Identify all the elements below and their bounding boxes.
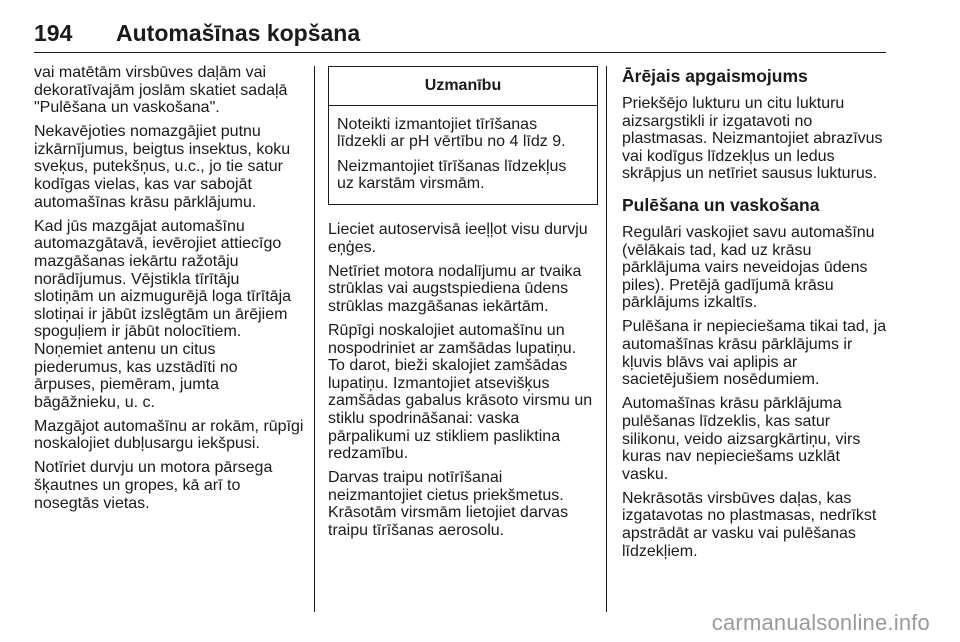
paragraph: Nekavējoties nomazgājiet putnu izkārnījumus, beigtus insektus, koku sveķus, putekšņus, u.c., jo tie satur kodīgas vielas, kas var sabojāt automašīnas krāsu pārklājumu. — [34, 123, 291, 211]
column-middle — [328, 64, 598, 546]
paragraph: Priekšējo lukturu un citu lukturu aizsargstikli ir izgatavoti no plastmasas. Neizmantojiet abrazīvus vai kodīgus līdzekļus un ledus skrāpjus un netīriet sausus lukturus. — [622, 95, 883, 183]
section-heading-polishing: Pulēšana un vaskošana — [622, 194, 820, 215]
paragraph: Regulāri vaskojiet savu automašīnu (vēlākais tad, kad uz krāsu pārklājuma vairs neveidojas ūdens piles). Pretējā gadījumā krāsu pārklājums izkaltīs. — [622, 223, 875, 312]
paragraph: Kad jūs mazgājat automašīnu automazgātavā, ievērojiet attiecīgo mazgāšanas iekārtu ražotāju norādījumus. Vējstikla tīrītāju slotiņām un aizmugurējā loga tīrītāja slotiņai ir jābūt izslēgtām un ārējiem spoguļiem ir jābūt nolocītiem. Noņemiet antenu un citus piederumus, kas uzstādīti no ārpuses, piemēram, jumta bāgāžnieku, u. c. — [34, 217, 292, 411]
caution-box — [328, 66, 598, 205]
paragraph: Netīriet motora nodalījumu ar tvaika strūklas vai augstspiediena ūdens strūklas mazgāšanas iekārtām. — [328, 262, 582, 315]
paragraph: Darvas traipu notīrīšanai neizmantojiet cietus priekšmetus. Krāsotām virsmām lietojiet darvas traipu tīrīšanas aerosolu. — [328, 469, 569, 539]
paragraph: Pulēšana ir nepieciešama tikai tad, ja automašīnas krāsu pārklājums ir kļuvis blāvs vai aplipis ar sacietējušiem nosēdumiem. — [622, 318, 887, 389]
column-divider — [606, 66, 607, 612]
caution-paragraph: Noteikti izmantojiet tīrīšanas līdzekli ar pH vērtību no 4 līdz 9. — [337, 115, 566, 151]
page-header — [34, 18, 886, 53]
watermark: carmanualsonline.info — [711, 610, 930, 635]
chapter-title: Automašīnas kopšana — [116, 20, 361, 46]
caution-title: Uzmanību — [329, 67, 597, 106]
paragraph: Rūpīgi noskalojiet automašīnu un nospodriniet ar zamšādas lupatiņu. To darot, bieži skalojiet zamšādas lupatiņu. Izmantojiet atsevišķus zamšādas gabalus krāsoto virsmu un stiklu spodrināšanai: vaska pārpalikumi uz stikliem pasliktina redzamību. — [328, 321, 593, 463]
column-left — [34, 64, 304, 519]
column-divider — [314, 66, 315, 612]
paragraph: vai matētām virsbūves daļām vai dekoratīvajām joslām skatiet sadaļā "Pulēšana un vaskošana". — [34, 64, 288, 117]
caution-body — [329, 106, 597, 204]
column-right — [622, 64, 898, 567]
paragraph: Nekrāsotās virsbūves daļas, kas izgatavotas no plastmasas, nedrīkst apstrādāt ar vasku vai pulēšanas līdzekļiem. — [622, 489, 877, 560]
section-heading-exterior-lighting: Ārējais apgaismojums — [622, 66, 808, 86]
paragraph: Lieciet autoservisā ieeļļot visu durvju eņģes. — [328, 220, 588, 256]
paragraph: Automašīnas krāsu pārklājuma pulēšanas līdzeklis, kas satur silikonu, veido aizsargkārtiņu, virs kuras nav nepieciešams uzklāt vasku. — [622, 395, 861, 483]
paragraph: Mazgājot automašīnu ar rokām, rūpīgi noskalojiet dubļusargu iekšpusi. — [34, 417, 304, 453]
page-number: 194 — [34, 20, 73, 46]
caution-paragraph: Neizmantojiet tīrīšanas līdzekļus uz karstām virsmām. — [337, 157, 567, 193]
paragraph: Notīriet durvju un motora pārsega šķautnes un gropes, kā arī to nosegtās vietas. — [34, 459, 273, 512]
